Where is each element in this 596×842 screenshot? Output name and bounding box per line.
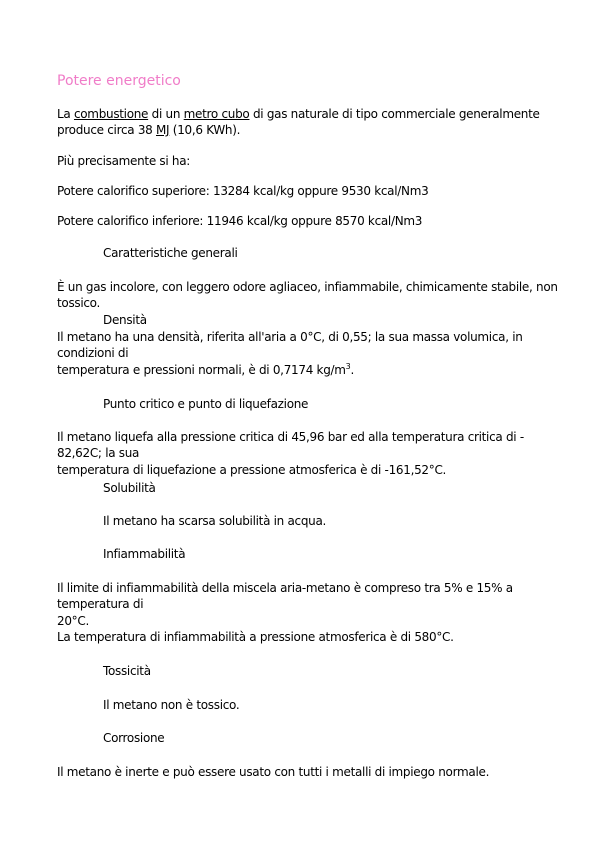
metro-cubo-link[interactable]: metro cubo xyxy=(183,107,250,121)
intro-line-1 xyxy=(57,107,540,121)
solubilita-text: Il metano ha scarsa solubilità in acqua. xyxy=(103,514,327,528)
caratteristiche-heading: Caratteristiche generali xyxy=(103,246,238,260)
intro-text: produce circa 38 xyxy=(57,123,156,137)
infiammabilita-heading: Infiammabilità xyxy=(103,547,186,561)
intro-line-2 xyxy=(57,123,240,137)
punto-critico-line: 82,62C; la sua xyxy=(57,446,140,460)
combustione-link[interactable]: combustione xyxy=(73,107,149,121)
densita-line: condizioni di xyxy=(57,346,129,360)
intro-text: (10,6 KWh). xyxy=(169,123,241,137)
caratteristiche-line: tossico. xyxy=(57,296,101,310)
piu-precisamente-text: Più precisamente si ha: xyxy=(57,154,191,168)
solubilita-heading: Solubilità xyxy=(103,481,156,495)
punto-critico-line: Il metano liquefa alla pressione critica di 45,96 bar ed alla temperatura critica di - xyxy=(57,430,524,444)
infiammabilita-line: temperatura di xyxy=(57,597,144,611)
tossicita-heading: Tossicità xyxy=(103,664,151,678)
densita-line xyxy=(57,363,354,377)
infiammabilita-line: 20°C. xyxy=(57,614,89,628)
corrosione-heading: Corrosione xyxy=(103,731,165,745)
intro-text: di gas naturale di tipo commerciale generalmente xyxy=(249,107,540,121)
densita-heading: Densità xyxy=(103,313,147,327)
infiammabilita-line: Il limite di infiammabilità della miscela aria-metano è compreso tra 5% e 15% a xyxy=(57,581,513,595)
densita-text: . xyxy=(350,363,354,377)
potere-inferiore-text: Potere calorifico inferiore: 11946 kcal/kg oppure 8570 kcal/Nm3 xyxy=(57,214,423,228)
punto-critico-heading: Punto critico e punto di liquefazione xyxy=(103,397,309,411)
page-title: Potere energetico xyxy=(57,73,181,89)
mj-link[interactable]: MJ xyxy=(156,123,170,137)
densita-text: temperatura e pressioni normali, è di 0,7174 kg/m xyxy=(57,363,346,377)
potere-superiore-text: Potere calorifico superiore: 13284 kcal/kg oppure 9530 kcal/Nm3 xyxy=(57,184,429,198)
caratteristiche-line: È un gas incolore, con leggero odore agliaceo, infiammabile, chimicamente stabile, non xyxy=(57,280,558,294)
superscript: 3 xyxy=(345,362,351,371)
punto-critico-line: temperatura di liquefazione a pressione atmosferica è di -161,52°C. xyxy=(57,463,447,477)
densita-line: Il metano ha una densità, riferita all'aria a 0°C, di 0,55; la sua massa volumica, in xyxy=(57,330,523,344)
corrosione-text: Il metano è inerte e può essere usato con tutti i metalli di impiego normale. xyxy=(57,765,490,779)
intro-text: di un xyxy=(148,107,184,121)
intro-text: La xyxy=(57,107,74,121)
infiammabilita-line: La temperatura di infiammabilità a pressione atmosferica è di 580°C. xyxy=(57,630,454,644)
tossicita-text: Il metano non è tossico. xyxy=(103,698,240,712)
